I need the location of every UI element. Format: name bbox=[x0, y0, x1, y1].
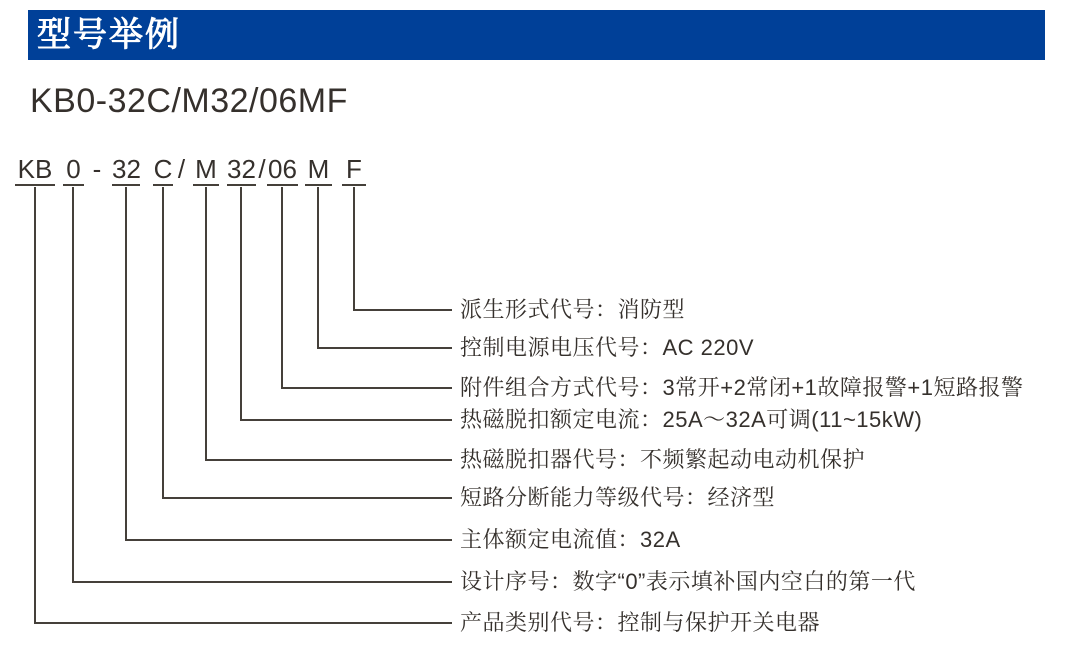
label-product-category: 产品类别代号：控制与保护开关电器 bbox=[460, 610, 821, 635]
code-segment-f: F bbox=[342, 155, 366, 186]
label-derived-form: 派生形式代号：消防型 bbox=[460, 297, 686, 322]
connector-m-voltage-horizontal bbox=[317, 347, 452, 349]
code-segment-06: 06 bbox=[268, 154, 297, 184]
section-header-banner bbox=[28, 10, 1045, 60]
connector-m-release-horizontal bbox=[205, 459, 452, 461]
label-design-serial: 设计序号：数字“0”表示填补国内空白的第一代 bbox=[460, 569, 916, 594]
section-title: 型号举例 bbox=[37, 16, 181, 54]
connector-32-main-horizontal bbox=[125, 539, 452, 541]
connector-32-trip-horizontal bbox=[240, 419, 452, 421]
code-segment-c: C bbox=[153, 154, 173, 184]
code-segment-32-main: 32 bbox=[112, 154, 141, 184]
connector-kb-vertical bbox=[34, 187, 36, 623]
label-accessory-combo: 附件组合方式代号：3常开+2常闭+1故障报警+1短路报警 bbox=[460, 375, 1024, 400]
code-segment-m-voltage: M bbox=[305, 155, 332, 186]
code-separator-slash-1: / bbox=[177, 154, 186, 184]
connector-f-horizontal bbox=[353, 309, 452, 311]
connector-m-voltage-vertical bbox=[317, 187, 319, 348]
connector-32-main-vertical bbox=[125, 187, 127, 540]
connector-c-vertical bbox=[162, 187, 164, 498]
connector-06-vertical bbox=[281, 187, 283, 388]
connector-06-horizontal bbox=[281, 387, 452, 389]
connector-0-vertical bbox=[72, 187, 74, 582]
connector-m-release-vertical bbox=[205, 187, 207, 460]
label-main-current: 主体额定电流值：32A bbox=[460, 527, 681, 552]
code-segment-m-release: M bbox=[193, 155, 219, 186]
code-segment-kb: KB bbox=[15, 155, 55, 186]
connector-f-vertical bbox=[353, 187, 355, 310]
connector-0-horizontal bbox=[72, 581, 452, 583]
code-separator-dash: - bbox=[92, 154, 102, 184]
label-trip-release: 热磁脱扣器代号：不频繁起动电动机保护 bbox=[460, 447, 866, 472]
label-breaking-capacity: 短路分断能力等级代号：经济型 bbox=[460, 485, 776, 510]
connector-kb-horizontal bbox=[34, 622, 452, 624]
connector-32-trip-vertical bbox=[240, 187, 242, 420]
label-trip-current: 热磁脱扣额定电流：25A～32A可调(11~15kW) bbox=[460, 407, 923, 432]
label-control-voltage: 控制电源电压代号：AC 220V bbox=[460, 335, 755, 360]
code-segment-0: 0 bbox=[63, 155, 84, 186]
code-segment-32-trip: 32 bbox=[227, 154, 256, 184]
code-separator-slash-2: / bbox=[258, 154, 266, 184]
model-example-text: KB0-32C/M32/06MF bbox=[30, 82, 348, 120]
connector-c-horizontal bbox=[162, 497, 452, 499]
